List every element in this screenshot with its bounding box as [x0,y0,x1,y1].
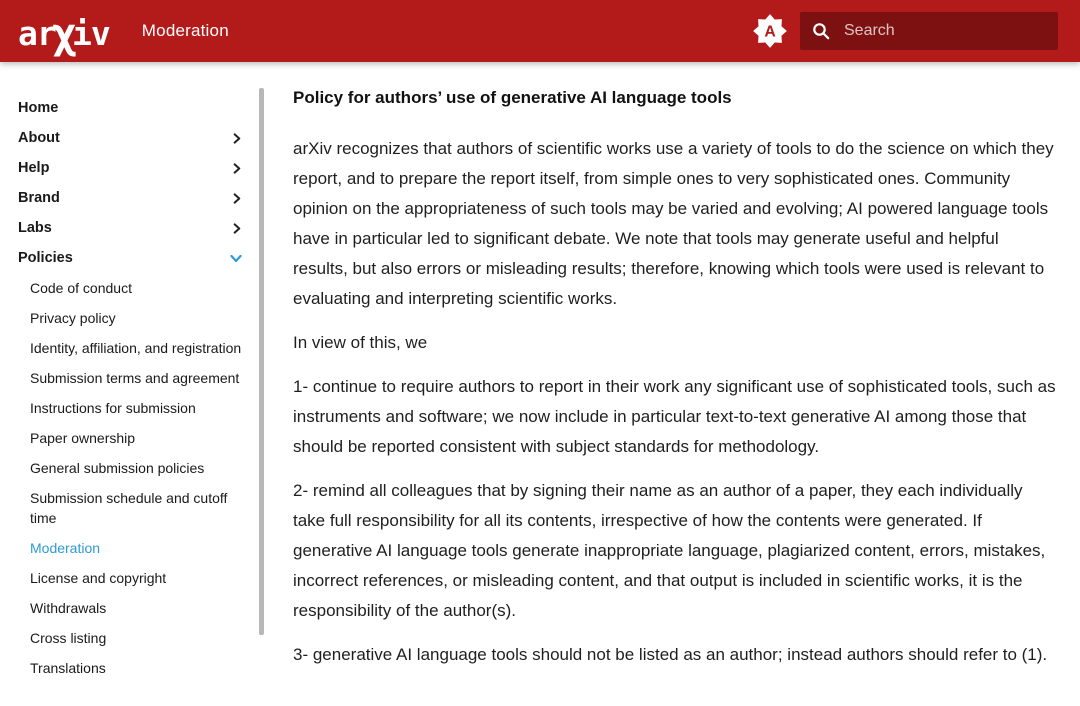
sidebar-item-label: Brand [18,190,60,206]
sidebar-item-translations[interactable]: Translations [30,660,106,676]
sidebar-item-instructions-for-submission[interactable]: Instructions for submission [30,400,196,416]
sidebar-item-about[interactable] [18,128,242,148]
sidebar-item-privacy-policy[interactable]: Privacy policy [30,310,116,326]
search-input[interactable] [842,21,1046,41]
sidebar-item-home[interactable] [18,98,242,118]
arxiv-logo[interactable] [18,9,110,58]
main-area [0,62,1080,706]
sidebar-item-label: Help [18,160,50,176]
sidebar-item-moderation[interactable]: Moderation [30,540,101,556]
page-title: Policy for authors’ use of generative AI language tools [293,88,732,107]
chevron-right-icon [231,163,242,174]
sidebar-item-general-submission-policies[interactable]: General submission policies [30,460,205,476]
sidebar-item-label: Home [18,100,59,116]
paragraph-intro: arXiv recognizes that authors of scientific works use a variety of tools to do the science on which they report, and to prepare the report itself, from simple ones to very sophisticated ones. Community opinion on the appropriateness of such tools may be varied and evolving; AI powered language tools have in particular led to significant debate. We note that tools may generate useful and helpful results, but also errors or misleading results; therefore, knowing which tools were used is relevant to evaluating and interpreting scientific works. [293,139,1054,308]
sidebar-item-withdrawals[interactable]: Withdrawals [30,600,107,616]
search-box[interactable] [800,12,1058,50]
sidebar-item-paper-ownership[interactable]: Paper ownership [30,430,136,446]
logo-text-pre: ar [18,14,56,53]
sidebar-item-submission-terms[interactable]: Submission terms and agreement [30,370,240,386]
sidebar-item-identity-affiliation-registration[interactable]: Identity, affiliation, and registration [30,340,242,356]
accessibility-badge-icon[interactable] [752,12,788,50]
star-seal-icon [752,12,788,50]
sidebar-item-label: Labs [18,220,52,236]
sidebar-item-label: Policies [18,250,73,266]
paragraph-point-2: 2- remind all colleagues that by signing their name as an author of a paper, they each individually take full responsibility for all its contents, irrespective of how the contents were generated. If generative AI language tools generate inappropriate language, plagiarized content, errors, mistakes, incorrect references, or misleading content, and that output is included in scientific works, it is the responsibility of the author(s). [293,481,1046,620]
header-bar [0,0,1080,62]
sidebar-nav [0,62,260,706]
logo-chi-glyph: χ [51,9,77,58]
sidebar-item-labs[interactable] [18,218,242,238]
sidebar-item-code-of-conduct[interactable]: Code of conduct [30,280,132,296]
sidebar-item-license-and-copyright[interactable]: License and copyright [30,570,167,586]
page-section-title: Moderation [141,21,229,40]
sidebar-item-submission-schedule[interactable]: Submission schedule and cutoff time [30,490,228,526]
paragraph-in-view: In view of this, we [293,333,428,352]
sidebar-item-help[interactable] [18,158,242,178]
paragraph-point-1: 1- continue to require authors to report in their work any significant use of sophisticated tools, such as instruments and software; we now include in particular text-to-text generative AI among those that should be reported consistent with subject standards for methodology. [293,377,1056,456]
sidebar-item-label: About [18,130,60,146]
chevron-right-icon [231,223,242,234]
article-content [293,62,1058,706]
badge-letter: A [764,23,776,41]
sidebar-scrollbar[interactable] [259,88,264,635]
sidebar-item-policies[interactable] [18,248,242,268]
chevron-right-icon [231,133,242,144]
chevron-right-icon [231,193,242,204]
search-icon [812,22,830,40]
sidebar-item-cross-listing[interactable]: Cross listing [30,630,107,646]
header-right-group [752,12,1058,50]
sidebar-item-brand[interactable] [18,188,242,208]
logo-text-post: iv [72,14,110,53]
chevron-down-icon [230,252,242,264]
paragraph-point-3: 3- generative AI language tools should not be listed as an author; instead authors should refer to (1). [293,645,1048,664]
